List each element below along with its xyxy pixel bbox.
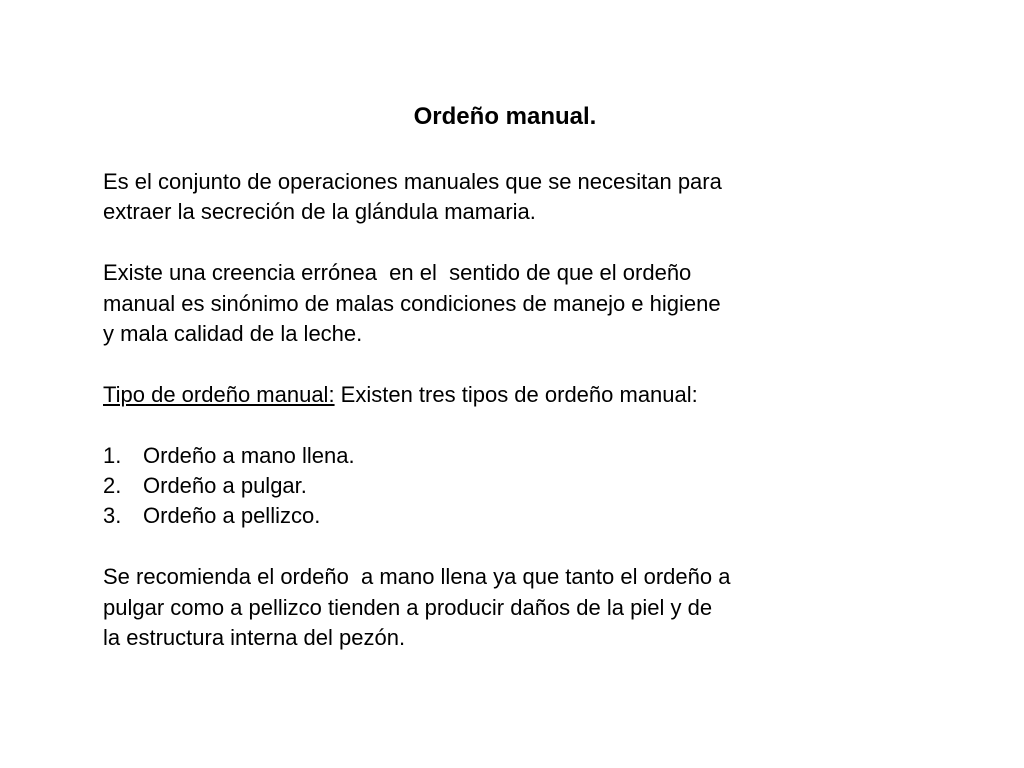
slide-title: Ordeño manual. [413, 103, 597, 130]
list-item-number: 1. [103, 442, 122, 468]
belief-paragraph: Existe una creencia errónea en el sentido de que el ordeño manual es sinónimo de malas condiciones de manejo e higiene y mala calidad de la leche. [103, 260, 721, 347]
list-item [103, 501, 863, 531]
recommendation-paragraph: Se recomienda el ordeño a mano llena ya que tanto el ordeño a pulgar como a pellizco tienden a producir daños de la piel y de la estructura interna del pezón. [103, 564, 731, 651]
definition-paragraph: Es el conjunto de operaciones manuales que se necesitan para extraer la secreción de la glándula mamaria. [103, 169, 722, 225]
types-heading-label: Tipo de ordeño manual: [103, 381, 335, 407]
list-item-number: 3. [103, 503, 122, 529]
list-item [103, 441, 863, 471]
milking-types-list [103, 441, 863, 532]
types-heading-text: Existen tres tipos de ordeño manual: [334, 381, 698, 407]
list-item-number: 2. [103, 473, 122, 499]
list-item-text: Ordeño a pellizco. [143, 503, 321, 529]
list-item [103, 471, 863, 501]
slide-body [103, 167, 863, 653]
list-item-text: Ordeño a pulgar. [143, 473, 307, 499]
list-item-text: Ordeño a mano llena. [143, 442, 355, 468]
types-paragraph [103, 380, 863, 410]
